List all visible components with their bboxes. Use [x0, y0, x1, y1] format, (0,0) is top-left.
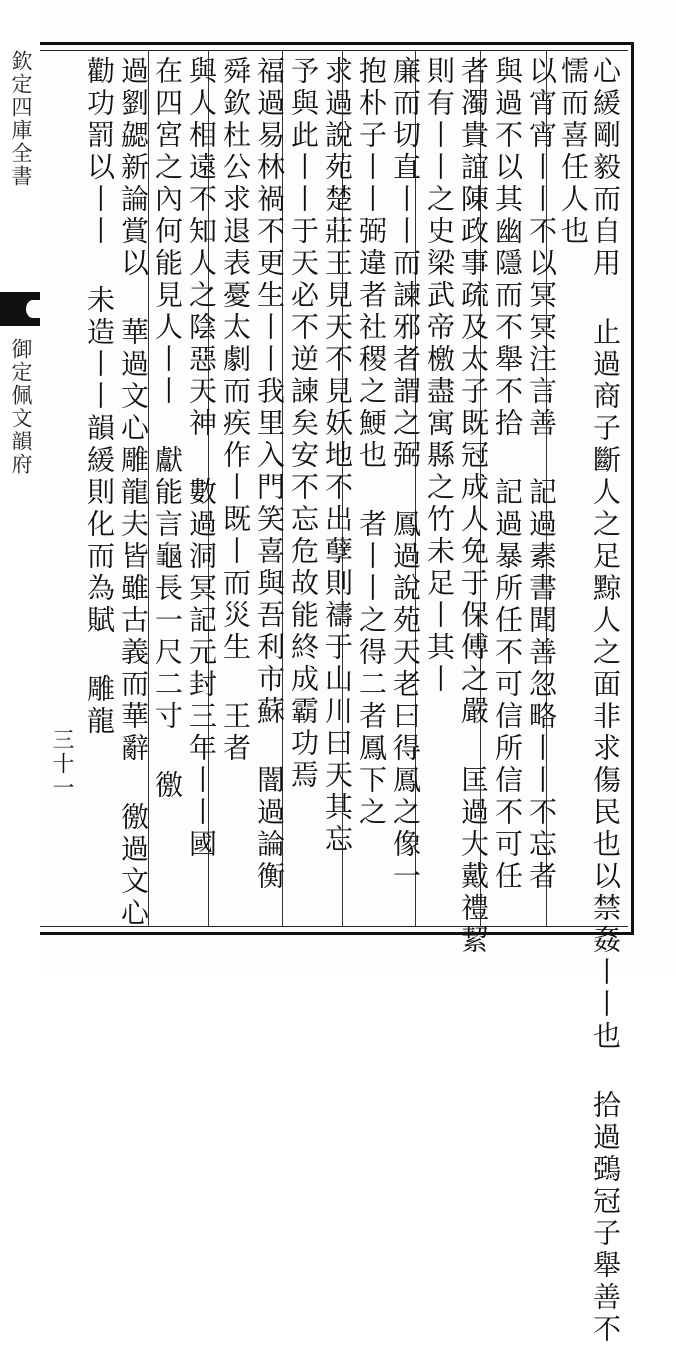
text-column: 廉而切直丨丨而諫邪者謂之弼 鳳過說苑天老曰得鳳之像一 — [389, 56, 422, 893]
margin-band — [0, 0, 40, 969]
text-column: 則有丨丨之史梁武帝檄盡寓縣之竹未足丨其丨 — [423, 56, 456, 696]
text-column: 與過不以其幽隱而不舉不拾 記過暴所任不可信所信不可任 — [491, 56, 524, 893]
text-column: 予與此丨丨于天必不逆諫矣安不忘危故能終成霸功焉 — [287, 56, 320, 792]
page-number: 三十一 — [49, 728, 74, 800]
text-column: 心緩剛毅而自用 止過商子斷人之足黥人之面非求傷民也以禁姦丨丨也 拾過鵶冠子舉善不 — [589, 56, 622, 1346]
book-title: 欽定四庫全書 — [9, 50, 33, 188]
text-column: 與人相遠不知人之陰惡天神 數過洞冥記元封三年丨丨國 — [185, 56, 218, 861]
text-column: 抱朴子丨丨弼違者社稷之鯁也 者丨丨之得二者鳳下之 — [355, 56, 388, 829]
fish-tail-notch — [26, 300, 40, 318]
text-column: 舜欽杜公求退表憂太劇而疾作丨既丨而災生 王者 — [219, 56, 252, 765]
section-title: 御定佩文韻府 — [9, 338, 33, 476]
text-column: 求過說苑楚莊王見天不見妖地不出孽則禱于山川曰天其忘 — [321, 56, 354, 856]
text-column: 者濁貴誼陳政事疏及太子既冠成人免于保傅之嚴 匡過大戴禮絜 — [457, 56, 490, 957]
text-column: 過劉勰新論賞以 華過文心雕龍夫皆雖古義而華辭 徼過文心 — [117, 56, 150, 930]
text-column: 以宵宵丨丨不以冥冥注言善 記過素書聞善忽略丨丨不忘者 — [525, 56, 558, 893]
text-column: 勸功罰以丨丨 未造丨丨韻緩則化而為賦 雕龍 — [83, 56, 116, 738]
text-column: 在四宮之內何能見人丨丨 獻能言龜長一尺二寸 徼 — [151, 56, 184, 802]
text-column: 懦而喜任人也 — [557, 56, 590, 248]
text-column: 福過易林禍不更生丨丨我里入門笑喜與吾利市蘇 闇過論衡 — [253, 56, 286, 893]
